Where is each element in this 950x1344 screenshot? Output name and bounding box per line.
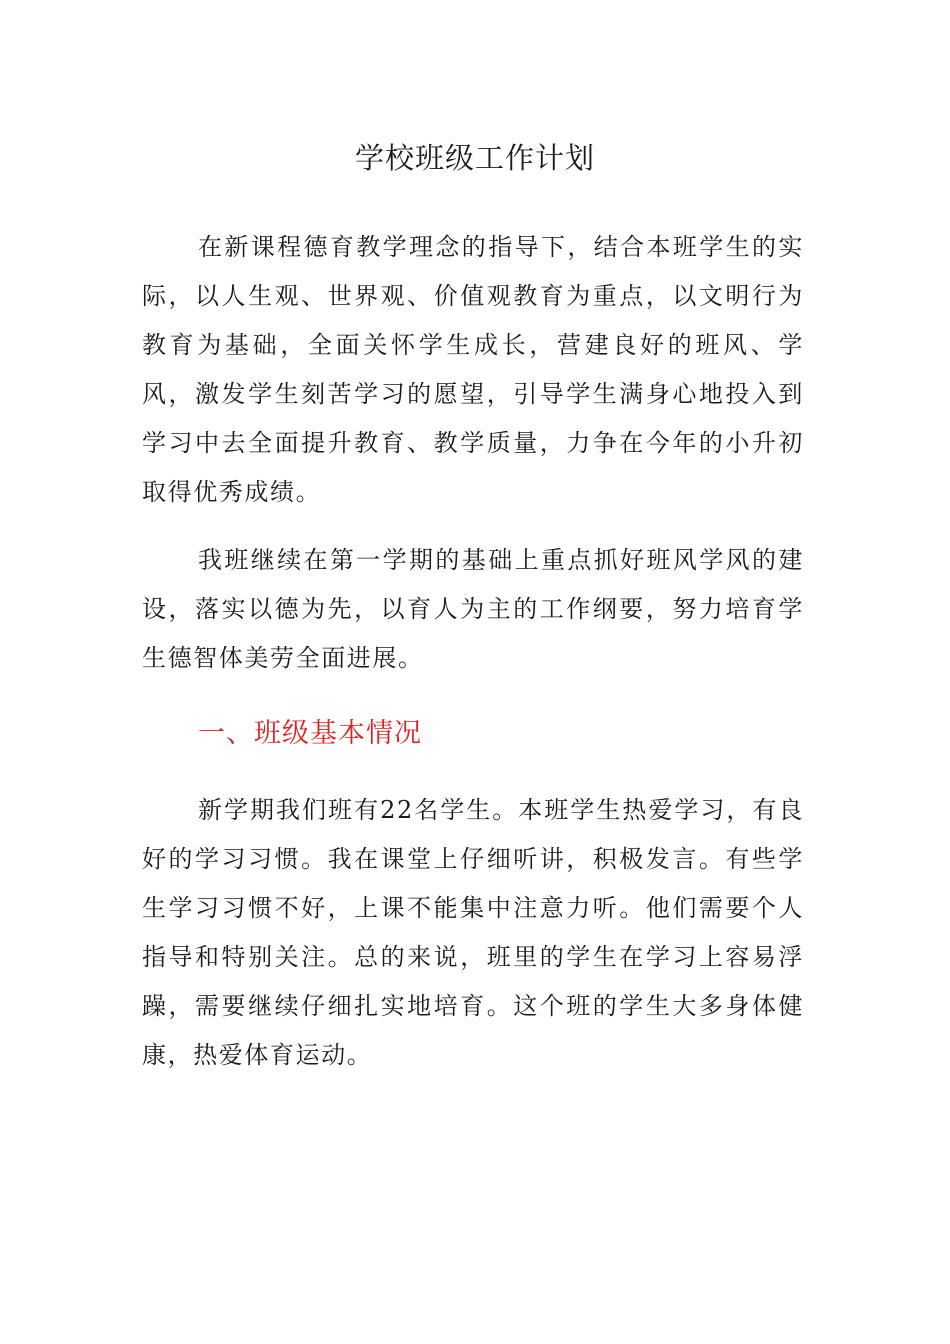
section-heading-class-basics: 一、班级基本情况 — [198, 718, 422, 749]
section-paragraph-class-basics: 新学期我们班有22名学生。本班学生热爱学习，有良好的学习习惯。我在课堂上仔细听讲，积极发言。有些学生学习习惯不好，上课不能集中注意力听。他们需要个人指导和特别关注。总的来说，班里的学生在学习上容易浮躁，需要继续仔细扎实地培育。这个班的学生大多身体健康，热爱体育运动。 — [142, 796, 804, 1069]
intro-paragraph-2: 我班继续在第一学期的基础上重点抓好班风学风的建设，落实以德为先，以育人为主的工作纲要，努力培育学生德智体美劳全面进展。 — [142, 546, 804, 672]
document-title: 学校班级工作计划 — [354, 141, 595, 175]
intro-paragraph-1: 在新课程德育教学理念的指导下，结合本班学生的实际，以人生观、世界观、价值观教育为重点，以文明行为教育为基础，全面关怀学生成长，营建良好的班风、学风，激发学生刻苦学习的愿望，引导学生满身心地投入到学习中去全面提升教育、教学质量，力争在今年的小升初取得优秀成绩。 — [142, 233, 804, 506]
